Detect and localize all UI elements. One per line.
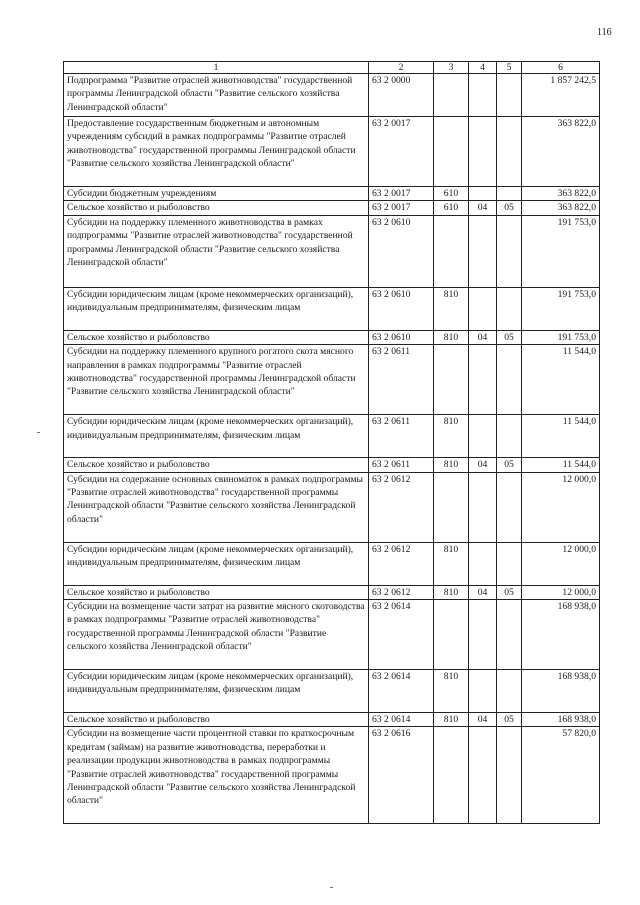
row-col3 (434, 215, 469, 287)
row-code: 63 2 0017 (369, 117, 434, 187)
row-code: 63 2 0614 (369, 670, 434, 713)
row-col5 (497, 215, 522, 287)
row-amount: 363 822,0 (522, 187, 600, 201)
row-code: 63 2 0610 (369, 287, 434, 330)
row-code: 63 2 0612 (369, 472, 434, 542)
row-col4 (469, 670, 497, 713)
row-col3: 810 (434, 542, 469, 585)
row-col5 (497, 287, 522, 330)
row-name: Сельское хозяйство и рыболовство (64, 713, 369, 727)
row-col3: 610 (434, 201, 469, 215)
header-col-6: 6 (522, 62, 600, 74)
row-col3: 810 (434, 330, 469, 344)
row-col3: 810 (434, 415, 469, 458)
row-col5: 05 (497, 585, 522, 599)
row-col4 (469, 287, 497, 330)
row-col3: 810 (434, 458, 469, 472)
header-col-1: 1 (64, 62, 369, 74)
table-row (64, 201, 600, 215)
row-amount: 191 753,0 (522, 330, 600, 344)
row-code: 63 2 0000 (369, 74, 434, 117)
row-col4: 04 (469, 201, 497, 215)
row-col5 (497, 187, 522, 201)
row-col3: 810 (434, 670, 469, 713)
row-name: Субсидии юридическим лицам (кроме некоммерческих организаций), индивидуальным предпринимателям, физическим лицам (64, 542, 369, 585)
row-col4: 04 (469, 458, 497, 472)
row-col4 (469, 215, 497, 287)
row-amount: 191 753,0 (522, 287, 600, 330)
row-col4 (469, 472, 497, 542)
row-col4 (469, 187, 497, 201)
row-col5 (497, 670, 522, 713)
row-amount: 168 938,0 (522, 600, 600, 670)
row-col3: 610 (434, 187, 469, 201)
row-code: 63 2 0614 (369, 713, 434, 727)
row-amount: 168 938,0 (522, 713, 600, 727)
row-col5: 05 (497, 713, 522, 727)
row-col4 (469, 600, 497, 670)
row-col3 (434, 74, 469, 117)
row-col5 (497, 345, 522, 415)
table-row (64, 670, 600, 713)
row-col3 (434, 345, 469, 415)
row-col3: 810 (434, 713, 469, 727)
table-row (64, 74, 600, 117)
row-col3: 810 (434, 287, 469, 330)
row-name: Субсидии юридическим лицам (кроме некоммерческих организаций), индивидуальным предпринимателям, физическим лицам (64, 415, 369, 458)
row-col4: 04 (469, 713, 497, 727)
row-col5 (497, 542, 522, 585)
header-col-3: 3 (434, 62, 469, 74)
row-name: Сельское хозяйство и рыболовство (64, 330, 369, 344)
row-col5: 05 (497, 458, 522, 472)
row-name: Субсидии на поддержку племенного животноводства в рамках подпрограммы "Развитие отраслей животноводства" государственной программы Ленинградской области "Развитие сельского хозяйства Ленинградской области" (64, 215, 369, 287)
row-name: Субсидии на возмещение части процентной ставки по краткосрочным кредитам (займам) на развитие животноводства, переработки и реализации продукции животноводства в рамках подпрограммы "Развитие отраслей животноводства" государственной программы Ленинградской области "Развитие сельского хозяйства Ленинградской области" (64, 727, 369, 824)
row-code: 63 2 0611 (369, 415, 434, 458)
row-amount: 12 000,0 (522, 585, 600, 599)
row-amount: 57 820,0 (522, 727, 600, 824)
row-col5 (497, 600, 522, 670)
table-row (64, 187, 600, 201)
row-name: Субсидии на возмещение части затрат на развитие мясного скотоводства в рамках подпрограммы "Развитие отраслей животноводства" государственной программы Ленинградской области "Развитие сельского хозяйства Ленинградской области" (64, 600, 369, 670)
row-amount: 11 544,0 (522, 415, 600, 458)
row-code: 63 2 0612 (369, 542, 434, 585)
row-code: 63 2 0017 (369, 201, 434, 215)
table-row (64, 415, 600, 458)
table-row (64, 330, 600, 344)
page-number: 116 (597, 27, 612, 38)
row-col4 (469, 727, 497, 824)
row-name: Сельское хозяйство и рыболовство (64, 585, 369, 599)
table-row (64, 727, 600, 824)
header-col-4: 4 (469, 62, 497, 74)
budget-table (63, 61, 600, 824)
row-col4: 04 (469, 585, 497, 599)
row-code: 63 2 0612 (369, 585, 434, 599)
row-name: Субсидии на содержание основных свиноматок в рамках подпрограммы "Развитие отраслей животноводства" государственной программы Ленинградской области "Развитие сельского хозяйства Ленинградской области" (64, 472, 369, 542)
table-header (64, 62, 600, 74)
row-col3 (434, 727, 469, 824)
row-name: Сельское хозяйство и рыболовство (64, 458, 369, 472)
row-code: 63 2 0614 (369, 600, 434, 670)
row-col4: 04 (469, 330, 497, 344)
row-code: 63 2 0610 (369, 330, 434, 344)
table-row (64, 713, 600, 727)
table-body (64, 74, 600, 824)
row-col4 (469, 345, 497, 415)
row-amount: 363 822,0 (522, 201, 600, 215)
row-code: 63 2 0610 (369, 215, 434, 287)
row-col4 (469, 415, 497, 458)
header-row (64, 62, 600, 74)
row-name: Сельское хозяйство и рыболовство (64, 201, 369, 215)
row-col5 (497, 472, 522, 542)
row-col5 (497, 415, 522, 458)
table-row (64, 600, 600, 670)
row-name: Подпрограмма "Развитие отраслей животноводства" государственной программы Ленинградской области "Развитие сельского хозяйства Ленинградской области" (64, 74, 369, 117)
table-row (64, 472, 600, 542)
row-col3: 810 (434, 585, 469, 599)
row-amount: 1 857 242,5 (522, 74, 600, 117)
row-name: Субсидии юридическим лицам (кроме некоммерческих организаций), индивидуальным предпринимателям, физическим лицам (64, 670, 369, 713)
row-col5 (497, 74, 522, 117)
row-amount: 12 000,0 (522, 472, 600, 542)
table-row (64, 345, 600, 415)
row-col3 (434, 472, 469, 542)
table-row (64, 542, 600, 585)
row-code: 63 2 0017 (369, 187, 434, 201)
row-col4 (469, 74, 497, 117)
row-name: Предоставление государственным бюджетным и автономным учреждениям субсидий в рамках подпрограммы "Развитие отраслей животноводства" государственной программы Ленинградской области "Развитие сельского хозяйства Ленинградской области" (64, 117, 369, 187)
row-col3 (434, 117, 469, 187)
table-row (64, 117, 600, 187)
row-col4 (469, 542, 497, 585)
row-col4 (469, 117, 497, 187)
scan-speck (330, 887, 333, 888)
row-amount: 191 753,0 (522, 215, 600, 287)
row-amount: 11 544,0 (522, 345, 600, 415)
table-row (64, 458, 600, 472)
table-row (64, 585, 600, 599)
row-col3 (434, 600, 469, 670)
row-amount: 168 938,0 (522, 670, 600, 713)
header-col-5: 5 (497, 62, 522, 74)
row-name: Субсидии на поддержку племенного крупного рогатого скота мясного направления в рамках подпрограммы "Развитие отраслей животноводства" государственной программы Ленинградской области "Развитие сельского хозяйства Ленинградской области" (64, 345, 369, 415)
row-name: Субсидии юридическим лицам (кроме некоммерческих организаций), индивидуальным предпринимателям, физическим лицам (64, 287, 369, 330)
table-row (64, 215, 600, 287)
row-amount: 11 544,0 (522, 458, 600, 472)
row-amount: 363 822,0 (522, 117, 600, 187)
row-code: 63 2 0616 (369, 727, 434, 824)
row-code: 63 2 0611 (369, 458, 434, 472)
row-name: Субсидии бюджетным учреждениям (64, 187, 369, 201)
header-col-2: 2 (369, 62, 434, 74)
row-col5: 05 (497, 330, 522, 344)
row-code: 63 2 0611 (369, 345, 434, 415)
row-col5 (497, 117, 522, 187)
table-row (64, 287, 600, 330)
row-col5: 05 (497, 201, 522, 215)
scan-speck (37, 432, 40, 433)
row-amount: 12 000,0 (522, 542, 600, 585)
row-col5 (497, 727, 522, 824)
